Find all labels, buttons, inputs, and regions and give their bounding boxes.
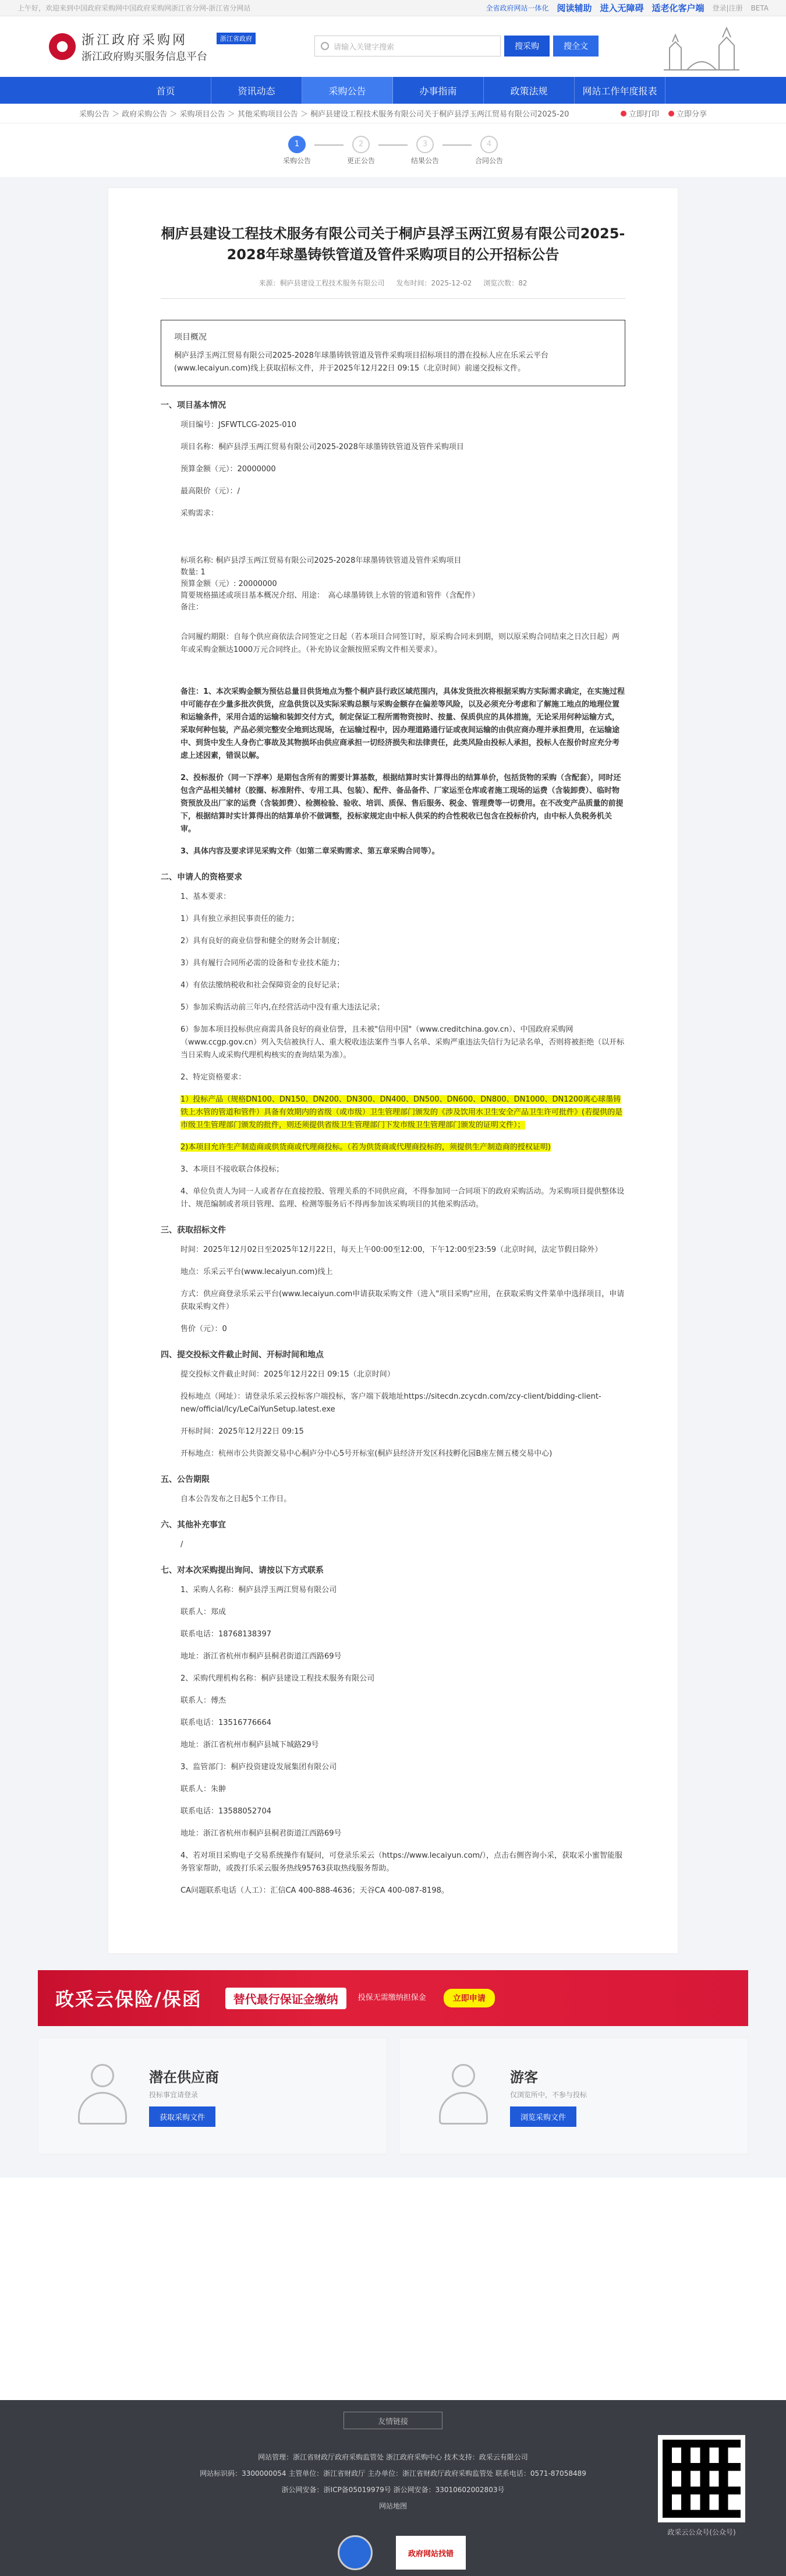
requirement-block: 标项名称: 桐庐县浮玉两江贸易有限公司2025-2028年球墨铸铁管道及管件采购项目 数量: 1 预算金额（元）: 20000000 简要规格描述或项目基本概况介绍、用途： 高心球墨铸铁上水管的管道和管件（含配件） 备注：: [180, 556, 480, 612]
section-heading: 三、获取招标文件: [161, 1226, 226, 1235]
get-bid-docs-button[interactable]: 获取采购文件: [149, 2106, 215, 2127]
article-meta: 来源：桐庐县建设工程技术服务有限公司 发布时间：2025-12-02 浏览次数：82: [161, 278, 625, 299]
search-icon: [321, 42, 329, 50]
insurance-banner[interactable]: 政采云保险/保函 替代最行保证金缴纳 投保无需缴纳担保金 立即申请: [38, 1970, 748, 2026]
search-input[interactable]: 请输入关键字搜索: [314, 36, 501, 57]
search-procurement-button[interactable]: 搜采购: [504, 36, 550, 57]
beta-badge: BETA: [750, 3, 769, 12]
check-icon: 1: [288, 136, 306, 153]
breadcrumb-path[interactable]: 采购公告 ＞ 政府采购公告 ＞ 采购项目公告 ＞ 其他采购项目公告 ＞ 桐庐县建设工程技术服务有限公司关于桐庐县浮玉两江贸易有限公司2025-20: [79, 110, 569, 119]
site-header: [0, 16, 786, 77]
apply-now-button[interactable]: 立即申请: [444, 1989, 495, 2007]
login-link[interactable]: 登录|注册: [712, 4, 743, 12]
step-icon: 3: [416, 136, 434, 153]
logo-subtitle: 浙江政府购买服务信息平台: [82, 50, 207, 63]
report-error-badge[interactable]: 政府网站找错: [396, 2536, 466, 2570]
notice-article: 桐庐县建设工程技术服务有限公司关于桐庐县浮玉两江贸易有限公司2025-2028年球墨铸铁管道及管件采购项目的公开招标公告 来源：桐庐县建设工程技术服务有限公司 发布时间：2025-12-02 浏览次数：82 项目概况 桐庐县浮玉两江贸易有限公司2025-2028年球墨铸铁管道及管件采购项目招标项目的潜在投标人应在乐采云平台(www.lecaiyun.com)线上获取招标文件，并于2025年12月22日 09:15（北京时间）前递交投标文件。 一、项目基本情况 项目编号：JSFWTLCG-2025-010 项目名称：桐庐县浮玉两江贸易有限公司2025-2028年球墨铸铁管道及管件采购项目 预算金额（元）：20000000 最高限价（元）：/ 采购需求： 标项名称: 桐庐县浮玉两江贸易有限公司2025-2028年球墨铸铁管道及管件采购项目 数量: 1 预算金额（元）: 20000000 简要规格描述或项目基本概况介绍、用途： 高心球墨铸铁上水管的管道和管件（含配件） 备注： 合同履约期限：自每个供应商依法合同签定之日起（若本项目合同签订时，原采购合同未到期，则以原采购合同结束之日次日起）两年或采购金额达1000万元合同终止。（补充协议金额按照采购文件相关要求）。 备注：1、本次采购金额为预估总量目供货地点为整个桐庐县行政区域范围内，具体发货批次将根据采购方实际需求确定，在实施过程中可能存在少量多批次供货，应急供货以及实际采购总额与采购金额存在偏差等风险，以及必须充分考虑和了解施工地点的地理位置和运输条件，采用合适的运输和装卸交付方式，制定保证工程所需物资按时、按量、保质供应的具体措施，无论采用何种运输方式，采取何种包装，产品必须完整安全地到达现场，在运输过程中，因办理道路通行证或夜间运输的由供应商办理并承担费用，在运输途中、到货中发生人身伤亡事故及其物损坏由供应商承担一切经济损失和法律责任，此类风险由投标人承担，投标人在报价时应充分考虑上述因素，错误以解。 2、投标报价（同一下浮率）是期包含所有的需要计算基数，根据结算时实计算得出的结算单价，包括货物的采购（含配套），同时还包含产品相关辅材（胶圈、标准附件、专用工具、包装）、配件、备品备件、厂家运至仓库或者施工现场的运费（含装卸费）、临时物资预放及出厂家的运费（含装卸费）、检测检验、验收、培训、质保、售后服务、税金、管理费等一切费用。在不改变产品质量的前提下，根据结算时实计算得出的结算单价不做调整，投标家规定由中标人供采的约合性税收已包含在投标价内，由中标人负税务机关审。 3、具体内容及要求详见采购文件（如第二章采购需求、第五章采购合同等）。 二、申请人的资格要求 1、基本要求： 1）具有独立承担民事责任的能力； 2）具有良好的商业信誉和健全的财务会计制度； 3）具有履行合同所必需的设备和专业技术能力； 4）有依法缴纳税收和社会保障资金的良好记录； 5）参加采购活动前三年内,在经营活动中没有重大违法记录； 6）参加本项目投标供应商需具备良好的商业信誉，且未被"信用中国"（www.creditchina.gov.cn）、中国政府采购网（www.ccgp.gov.cn）列入失信被执行人、重大税收违法案件当事人名单、采购严重违法失信行为记录名单，否则将被拒绝（以开标当日采购人或采购代理机构核实的查询结果为准）。 2、特定资格要求： 1）投标产品（规格DN100、DN150、DN200、DN300、DN400、DN500、DN600、DN800、DN1000、DN1200离心球墨铸铁上水管的管道和管件）具备有效期内的省级（或市级）卫生管理部门颁发的《涉及饮用水卫生安全产品卫生许可批件》(若提供的是市级卫生管理部门颁发的批件，则还须提供省级卫生管理部门下发市级卫生管理部门颁发的证明文件）； 2)本项目允许生产制造商或供货商或代理商投标。（若为供货商或代理商投标的，须提供生产制造商的授权证明) 3、本项目不接收联合体投标； 4、单位负责人为同一人或者存在直接控股、管理关系的不同供应商，不得参加同一合同项下的政府采购活动。为采购项目提供整体设计、规范编制或者项目管理、监理、检测等服务后不得再参加该采购项目的其他采购活动。 三、获取招标文件 时间：2025年12月02日至2025年12月22日，每天上午00:00至12:00，下午12:00至23:59（北京时间，法定节假日除外） 地点：乐采云平台(www.lecaiyun.com)线上 方式：供应商登录乐采云平台(www.lecaiyun.com申请获取采购文件（进入"项目采购"应用，在获取采购文件菜单中选择项目，申请获取采购文件） 售价（元）：0 四、提交投标文件截止时间、开标时间和地点 提交投标文件截止时间：2025年12月22日 09:15（北京时间） 投标地点（网址）：请登录乐采云投标客户端投标，客户端下载地址https://sitecdn.zcycdn.com/zcy-client/bidding-client-new/official/lcy/LeCaiYunSetup.latest.exe 开标时间：2025年12月22日 09:15 开标地点：杭州市公共资源交易中心桐庐分中心5号开标室(桐庐县经济开发区科技孵化园B座左侧五楼交易中心) 五、公告期限 自本公告发布之日起5个工作日。 六、其他补充事宜 / 七、对本次采购提出询问、请按以下方式联系 1、采购人名称：桐庐县浮玉两江贸易有限公司 联系人：郑成 联系电话：18768138397 地址：浙江省杭州市桐庐县桐君街道江西路69号 2、采购代理机构名称：桐庐县建设工程技术服务有限公司 联系人：傅杰 联系电话：13516776664 地址：浙江省杭州市桐庐县城下城路29号 3、监管部门：桐庐投资建设发展集团有限公司 联系人：朱翀 联系电话：13588052704 地址：浙江省杭州市桐庐县桐君街道江西路69号 4、若对项目采购电子交易系统操作有疑问，可登录乐采云（https://www.lecaiyun.com/），点击右侧咨询小采，获取采小蜜智能服务管家帮助，或拨打乐采云服务热线95763获取热线服务帮助。 CA问题联系电话（人工）：汇信CA 400-888-4636；天谷CA 400-087-8198。: [108, 188, 678, 1954]
reading-aid-link[interactable]: 阅读辅助: [557, 3, 592, 13]
visitor-avatar-icon: [434, 2064, 493, 2128]
step-icon: 4: [480, 136, 498, 153]
gov-portal-link[interactable]: 全省政府网站一体化: [486, 4, 549, 12]
step-contract-notice[interactable]: 4 合同公告: [472, 136, 507, 165]
section-heading: 七、对本次采购提出询问、请按以下方式联系: [161, 1566, 324, 1575]
search-fulltext-button[interactable]: 搜全文: [553, 36, 599, 57]
section-heading: 一、项目基本情况: [161, 401, 226, 410]
main-nav: [0, 77, 786, 104]
project-summary-box: 项目概况 桐庐县浮玉两江贸易有限公司2025-2028年球墨铸铁管道及管件采购项目招标项目的潜在投标人应在乐采云平台(www.lecaiyun.com)线上获取招标文件，并于2025年12月22日 09:15（北京时间）前递交投标文件。: [161, 320, 625, 386]
user-cards: [38, 2038, 748, 2154]
print-button[interactable]: 立即打印: [621, 108, 659, 119]
province-badge: 浙江省政府: [217, 33, 256, 44]
section-heading: 五、公告期限: [161, 1475, 210, 1484]
top-utility-bar: [0, 0, 786, 16]
logo-title: 浙江政府采购网: [82, 33, 188, 48]
section-heading: 四、提交投标文件截止时间、开标时间和地点: [161, 1350, 324, 1360]
elderly-client-link[interactable]: 适老化客户端: [652, 3, 704, 13]
footer-info: 网站管理：浙江省财政厅政府采购监管处 浙江政府采购中心 技术支持：政采云有限公司 网站标识码：3300000054 主管单位：浙江省财政厅 主办单位：浙江省财政厅政府采购监管处 联系电话：0571-87058489 浙公网安备：浙ICP备05019979号 浙公网安备：33010602002803号 网站地图: [163, 2449, 623, 2514]
print-icon: [621, 111, 626, 117]
browse-docs-button[interactable]: 浏览采购文件: [510, 2106, 576, 2127]
nav-policy[interactable]: 政策法规: [484, 77, 575, 104]
content-area: [0, 177, 786, 2178]
nav-home[interactable]: 首页: [121, 77, 211, 104]
notice-progress-steps: [0, 123, 786, 177]
qr-code-icon: [658, 2435, 745, 2522]
search-bar: [314, 36, 599, 57]
potential-supplier-card: 潜在供应商 投标事宜请登录 获取采购文件: [38, 2038, 387, 2154]
section-heading: 二、申请人的资格要求: [161, 873, 242, 882]
sitemap-link[interactable]: 网站地图: [378, 2502, 407, 2510]
step-procurement-notice[interactable]: 1 采购公告: [279, 136, 314, 165]
step-correction-notice[interactable]: 2 更正公告: [344, 136, 378, 165]
highlighted-requirement: 2)本项目允许生产制造商或供货商或代理商投标。（若为供货商或代理商投标的，须提供生产制造商的授权证明): [180, 1143, 551, 1152]
nav-news[interactable]: 资讯动态: [211, 77, 302, 104]
pagoda-skyline-icon: [664, 24, 739, 71]
step-result-notice[interactable]: 3 结果公告: [408, 136, 442, 165]
top-links: [486, 2, 769, 14]
site-logo[interactable]: [49, 30, 256, 63]
nav-guide[interactable]: 办事指南: [393, 77, 484, 104]
greeting-text: 上午好，欢迎来到中国政府采购网中国政府采购网浙江省分网-浙江省分网站: [17, 4, 251, 12]
breadcrumb: [0, 104, 786, 123]
emblem-icon: [49, 33, 76, 60]
friendly-links-select[interactable]: 友情链接: [344, 2412, 442, 2429]
step-icon: 2: [352, 136, 370, 153]
page-title: 桐庐县建设工程技术服务有限公司关于桐庐县浮玉两江贸易有限公司2025-2028年球墨铸铁管道及管件采购项目的公开招标公告: [161, 225, 625, 263]
highlighted-requirement: 1）投标产品（规格DN100、DN150、DN200、DN300、DN400、DN500、DN600、DN800、DN1000、DN1200离心球墨铸铁上水管的管道和管件）具备有效期内的省级（或市级）卫生管理部门颁发的《涉及饮用水卫生安全产品卫生许可批件》(若提供的是市级卫生管理部门颁发的批件，则还须提供省级卫生管理部门下发市级卫生管理部门颁发的证明文件）；: [180, 1095, 623, 1130]
party-gov-badge-icon[interactable]: [338, 2535, 373, 2570]
site-footer: 友情链接 网站管理：浙江省财政厅政府采购监管处 浙江政府采购中心 技术支持：政采云有限公司 网站标识码：3300000054 主管单位：浙江省财政厅 主办单位：浙江省财政厅政府采购监管处 联系电话：0571-87058489 浙公网安备：浙ICP备05019979号 浙公网安备：33010602002803号 网站地图 政采云公众号(公众号) 政府网站找错: [0, 2400, 786, 2576]
visitor-card: 游客 仅浏览所中，不参与投标 浏览采购文件: [399, 2038, 748, 2154]
supplier-avatar-icon: [73, 2064, 132, 2128]
nav-annual-report[interactable]: 网站工作年度报表: [575, 77, 665, 104]
nav-procurement-notices[interactable]: 采购公告: [302, 77, 393, 104]
share-icon: [668, 111, 674, 117]
accessibility-link[interactable]: 进入无障碍: [600, 3, 644, 13]
section-heading: 六、其他补充事宜: [161, 1520, 226, 1530]
share-button[interactable]: 立即分享: [668, 108, 707, 119]
